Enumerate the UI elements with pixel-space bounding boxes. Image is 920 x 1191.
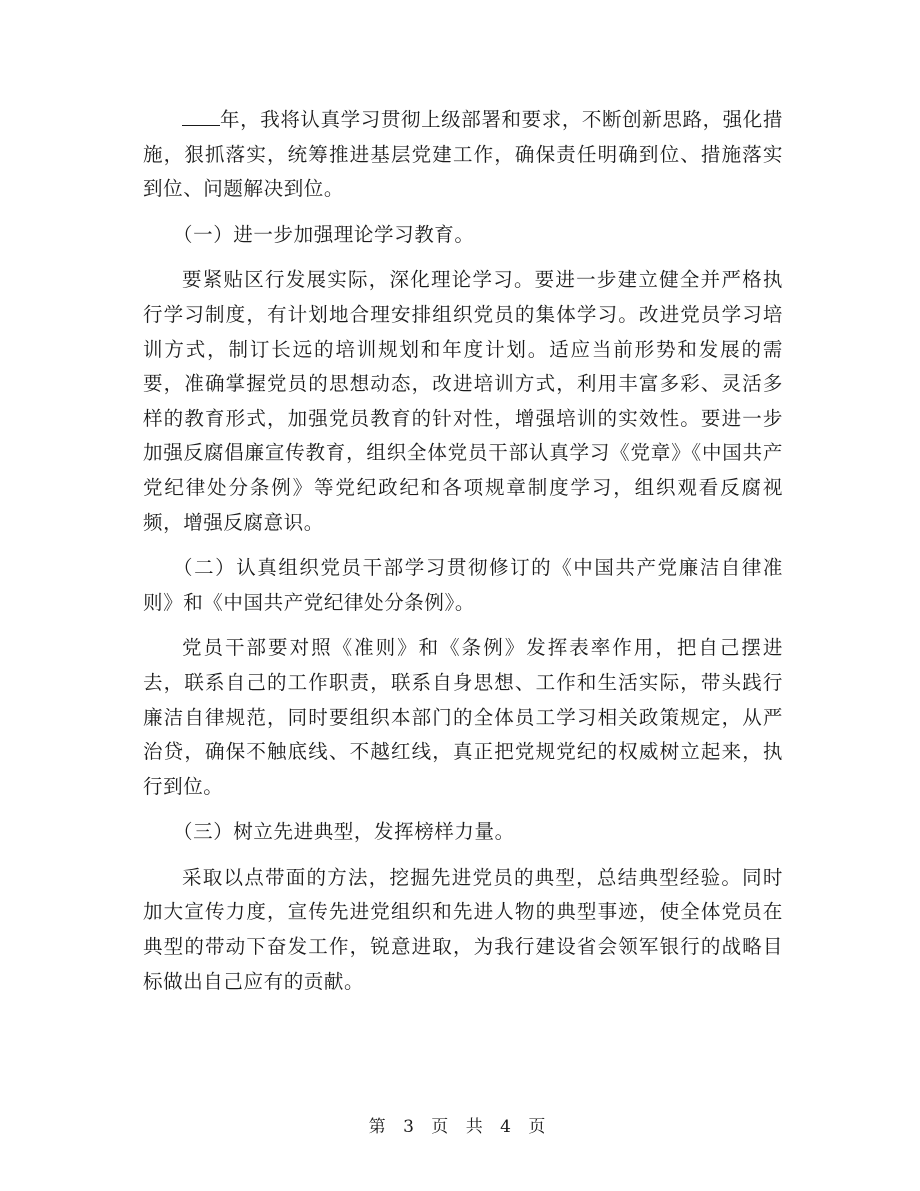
section-heading-2: （二）认真组织党员干部学习贯彻修订的《中国共产党廉洁自律准则》和《中国共产党纪律处分条例》。 (143, 556, 783, 614)
section-heading-1: （一）进一步加强理论学习教育。 (173, 222, 475, 246)
paragraph-section-3: 采取以点带面的方法，挖掘先进党员的典型，总结典型经验。同时加大宣传力度，宣传先进党组织和先进人物的典型事迹，使全体党员在典型的带动下奋发工作，锐意进取，为我行建设省会领军银行的战略目标做出自己应有的贡献。 (143, 865, 783, 993)
section-heading-3: （三）树立先进典型，发挥榜样力量。 (173, 820, 515, 844)
paragraph-text: 年，我将认真学习贯彻上级部署和要求，不断创新思路，强化措施，狠抓落实，统筹推进基层党建工作，确保责任明确到位、措施落实到位、问题解决到位。 (143, 108, 783, 201)
paragraph-intro (143, 103, 783, 207)
document-body (143, 103, 783, 999)
fill-in-blank (182, 124, 220, 126)
paragraph-section-1: 要紧贴区行发展实际，深化理论学习。要进一步建立健全并严格执行学习制度，有计划地合理安排组织党员的集体学习。改进党员学习培训方式，制订长远的培训规划和年度计划。适应当前形势和发展的需要，准确掌握党员的思想动态，改进培训方式，利用丰富多彩、灵活多样的教育形式，加强党员教育的针对性，增强培训的实效性。要进一步加强反腐倡廉宣传教育，组织全体党员干部认真学习《党章》《中国共产党纪律处分条例》等党纪政纪和各项规章制度学习，组织观看反腐视频，增强反腐意识。 (143, 268, 783, 534)
page-number: 第 3 页 共 4 页 (368, 1117, 552, 1137)
paragraph-section-2: 党员干部要对照《准则》和《条例》发挥表率作用，把自己摆进去，联系自己的工作职责，联系自身思想、工作和生活实际，带头践行廉洁自律规范，同时要组织本部门的全体员工学习相关政策规定，从严治贷，确保不触底线、不越红线，真正把党规党纪的权威树立起来，执行到位。 (143, 636, 783, 798)
